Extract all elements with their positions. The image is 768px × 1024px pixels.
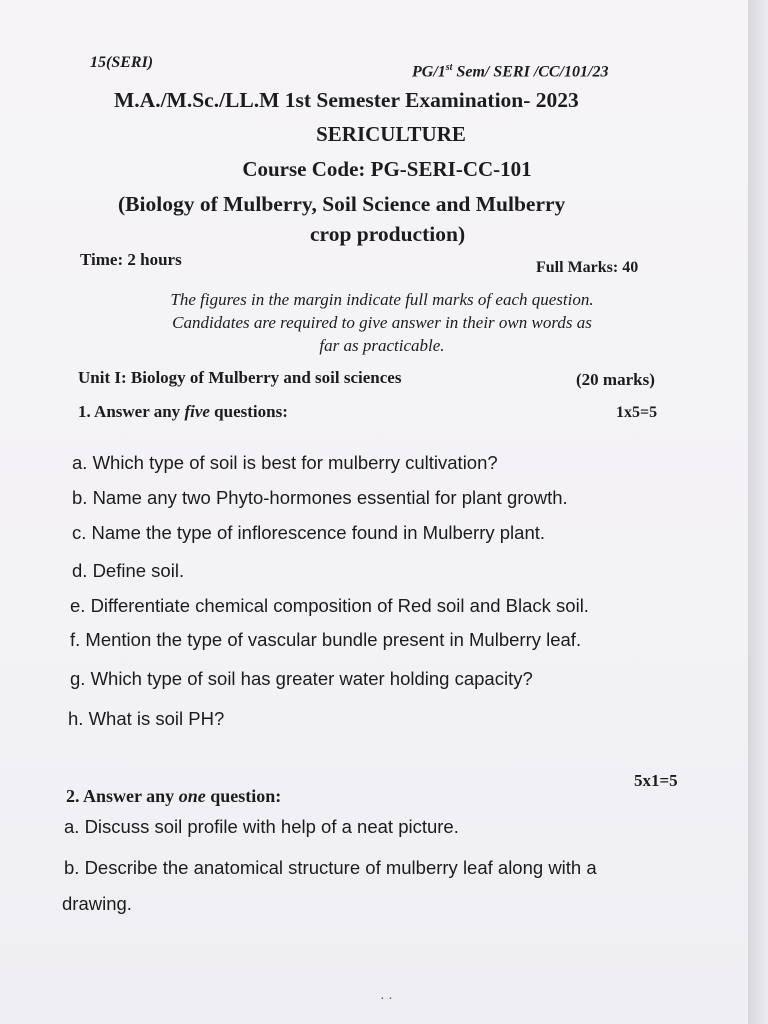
question-2-heading: 2. Answer any one question: (66, 786, 282, 806)
paper-title-line-1: (Biology of Mulberry, Soil Science and Mulberry (118, 192, 566, 216)
paper-code-left: 15(SERI) (90, 54, 154, 71)
page-edge (748, 0, 768, 1024)
question-1b: b. Name any two Phyto-hormones essential for plant growth. (72, 487, 568, 508)
question-1f: f. Mention the type of vascular bundle present in Mulberry leaf. (70, 629, 582, 650)
unit-title: Unit I: Biology of Mulberry and soil sciences (78, 368, 402, 387)
full-marks: Full Marks: 40 (536, 259, 639, 276)
course-code: Course Code: PG-SERI-CC-101 (242, 157, 532, 181)
question-1-heading: 1. Answer any five questions: (78, 402, 288, 421)
question-1c: c. Name the type of inflorescence found in Mulberry plant. (72, 522, 546, 543)
paper-code-right: PG/1st Sem/ SERI /CC/101/23 (412, 62, 609, 81)
question-2b: b. Describe the anatomical structure of mulberry leaf along with a (64, 857, 597, 878)
instruction-line-2: Candidates are required to give answer in their own words as (172, 313, 592, 332)
unit-marks: (20 marks) (576, 370, 655, 389)
subject-title: SERICULTURE (316, 122, 466, 146)
paper-title-line-2: crop production) (310, 222, 466, 246)
question-2-marks: 5x1=5 (634, 771, 678, 790)
exam-time: Time: 2 hours (80, 250, 182, 269)
exam-title: M.A./M.Sc./LL.M 1st Semester Examination- 2023 (114, 88, 579, 112)
instruction-line-3: far as practicable. (319, 336, 445, 355)
question-1g: g. Which type of soil has greater water holding capacity? (70, 668, 533, 689)
question-1e: e. Differentiate chemical composition of Red soil and Black soil. (70, 595, 589, 616)
question-1d: d. Define soil. (72, 560, 185, 581)
page-dots: · · (380, 992, 393, 1007)
instruction-line-1: The figures in the margin indicate full marks of each question. (170, 290, 594, 309)
question-1-marks: 1x5=5 (616, 404, 658, 421)
question-1a: a. Which type of soil is best for mulberry cultivation? (72, 452, 498, 473)
question-1h: h. What is soil PH? (68, 708, 225, 729)
question-2b-continued: drawing. (62, 893, 132, 914)
question-2a: a. Discuss soil profile with help of a neat picture. (64, 816, 459, 837)
